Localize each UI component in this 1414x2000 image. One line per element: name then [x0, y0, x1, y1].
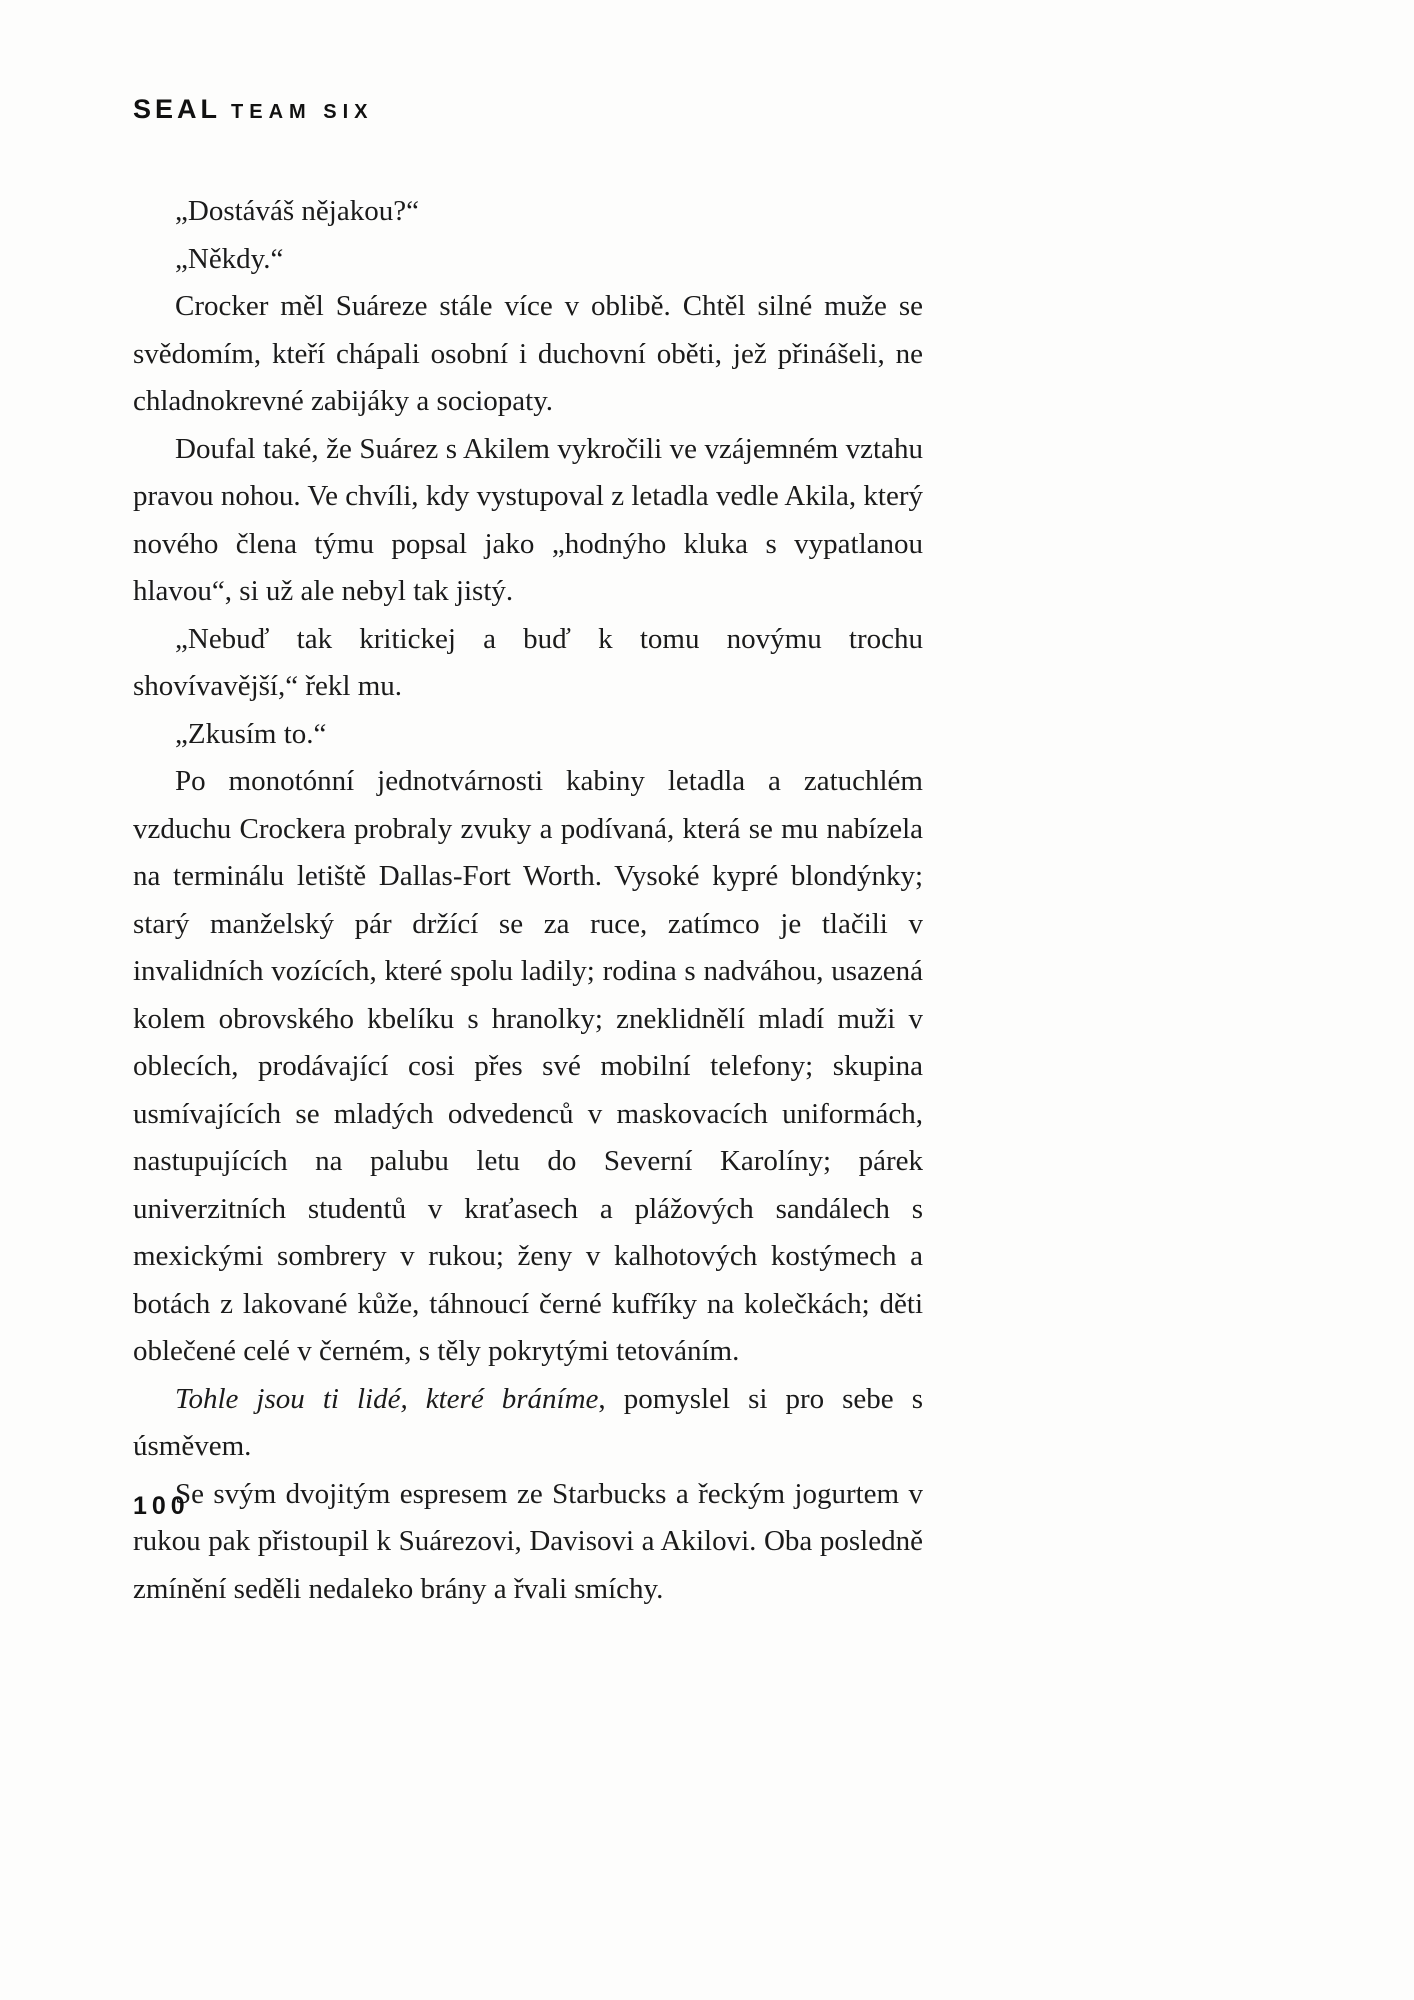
- paragraph: [133, 711, 923, 759]
- paragraph: [133, 758, 923, 1376]
- page-number: 100: [133, 1492, 190, 1520]
- paragraph: [133, 236, 923, 284]
- text-segment: „Nebuď tak kritickej a buď k tomu novýmu trochu shovívavější,“ řekl mu.: [133, 622, 923, 702]
- paragraph: [133, 1376, 923, 1471]
- book-title-secondary: TEAM SIX: [231, 101, 374, 123]
- italic-text: Tohle jsou ti lidé, které bráníme: [175, 1382, 599, 1415]
- text-segment: „Někdy.“: [175, 242, 284, 275]
- text-segment: Po monotónní jednotvárnosti kabiny letadla a zatuchlém vzduchu Crockera probraly zvuky a podívaná, která se mu nabízela na terminálu letiště Dallas-Fort Worth. Vysoké kypré blondýnky; starý manželský pár držící se za ruce, zatímco je tlačili v invalidních vozících, které spolu ladily; rodina s nadváhou, usazená kolem obrovského kbelíku s hranolky; zneklidnělí mladí muži v oblecích, prodávající cosi přes své mobilní telefony; skupina usmívajících se mladých odvedenců v maskovacích uniformách, nastupujících na palubu letu do Severní Karolíny; párek univerzitních studentů v kraťasech a plážových sandálech s mexickými sombrery v rukou; ženy v kalhotových kostýmech a botách z lakované kůže, táhnoucí černé kufříky na kolečkách; děti oblečené celé v černém, s těly pokrytými tetováním.: [133, 765, 923, 1367]
- text-segment: Crocker měl Suáreze stále více v oblibě. Chtěl silné muže se svědomím, kteří chápali osobní i duchovní oběti, jež přinášeli, ne chladnokrevné zabijáky a sociopaty.: [133, 290, 923, 417]
- text-segment: , pomyslel si pro sebe s úsměvem.: [133, 1382, 923, 1462]
- text-segment: Se svým dvojitým espresem ze Starbucks a řeckým jogurtem v rukou pak přistoupil k Suárezovi, Davisovi a Akilovi. Oba posledně zmínění seděli nedaleko brány a řvali smíchy.: [133, 1477, 923, 1605]
- paragraph: [133, 1471, 923, 1614]
- paragraph: [133, 283, 923, 426]
- body-text: [133, 188, 923, 1613]
- paragraph: [133, 616, 923, 711]
- text-segment: „Zkusím to.“: [175, 717, 327, 750]
- text-segment: „Dostáváš nějakou?“: [175, 195, 419, 227]
- paragraph: [133, 188, 923, 236]
- paragraph: [133, 426, 923, 616]
- book-title-primary: SEAL: [133, 94, 222, 124]
- page-footer: [133, 1492, 190, 1521]
- running-header: [133, 94, 373, 125]
- text-segment: Doufal také, že Suárez s Akilem vykročili ve vzájemném vztahu pravou nohou. Ve chvíli, kdy vystupoval z letadla vedle Akila, který nového člena týmu popsal jako „hodnýho kluka s vypatlanou hlavou“, si už ale nebyl tak jistý.: [133, 432, 923, 607]
